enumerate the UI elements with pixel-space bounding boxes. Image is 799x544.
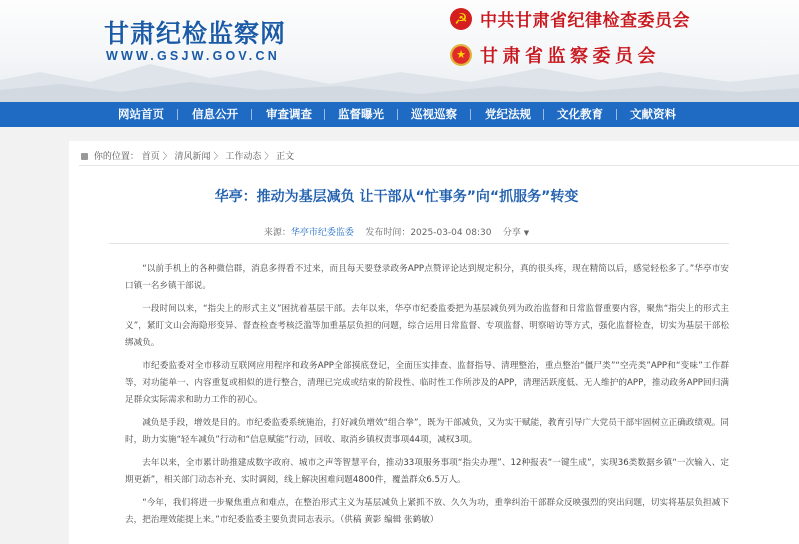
nav-item-regulations[interactable]: 党纪法规	[485, 107, 531, 121]
nav-item-home[interactable]: 网站首页	[118, 107, 164, 121]
source-label: 来源：	[263, 228, 291, 238]
share-button[interactable]	[503, 228, 529, 238]
date-label: 发布时间：	[365, 228, 411, 238]
article-paragraph: “以前手机上的各种微信群，消息多得看不过来，而且每天要登录政务APP点赞评论达到规定积分，真的很头疼，现在精简以后，感觉轻松多了。”华亭市安口镇一名乡镇干部说。	[125, 264, 729, 291]
nav-separator	[543, 109, 544, 120]
main-nav	[0, 102, 799, 127]
article-meta	[69, 225, 724, 238]
site-logo-title[interactable]: 甘肃纪检监察网	[104, 19, 287, 48]
nav-separator	[470, 109, 471, 120]
article-paragraph: 减负是手段，增效是目的。市纪委监委系统施治，打好减负增效“组合拳”，既为干部减负，又为实干赋能，教育引导广大党员干部牢固树立正确政绩观。同时，助力实施“轻车减负”行动和“信息赋能”行动，回收、取消乡镇权责事项44项，减权3项。	[125, 418, 729, 445]
breadcrumb-news[interactable]: 清风新闻	[174, 152, 211, 162]
nav-item-info[interactable]: 信息公开	[192, 107, 238, 121]
breadcrumb-divider	[79, 165, 799, 166]
article-body	[125, 261, 729, 535]
breadcrumb-current: 正文	[276, 152, 295, 162]
article-paragraph: 去年以来，全市累计助推建成数字政府、城市之声等智慧平台，推动33项服务事项“指尖办理”、12种报表“一键生成”，实现36类数据乡镇“一次输入、定期更新”，相关部门动态补充、实时调阅，线上解决困难问题4800件，覆盖群众6.5万人。	[125, 458, 729, 485]
nav-item-documents[interactable]: 文献资料	[630, 107, 676, 121]
article-paragraph: 一段时间以来，“指尖上的形式主义”困扰着基层干部。去年以来，华亭市纪委监委把为基层减负列为政治监督和日常监督重要内容，聚焦“指尖上的形式主义”，紧盯文山会海隐形变异、督查检查考核泛滥等加重基层负担的问题，综合运用日常监督、专项监督、明察暗访等方式，强化监督检查，切实为基层干部松绑减负。	[125, 304, 729, 348]
meta-divider	[109, 243, 729, 244]
breadcrumb-separator: 〉	[264, 152, 274, 162]
nav-separator	[251, 109, 252, 120]
article-title: 华亭：推动为基层减负 让干部从“忙事务”向“抓服务”转变	[214, 189, 579, 205]
chevron-down-icon: ▼	[523, 229, 530, 237]
org-row-state	[450, 42, 660, 68]
nav-item-culture[interactable]: 文化教育	[557, 107, 603, 121]
org-row-party	[450, 6, 690, 31]
article-card	[69, 141, 799, 544]
nav-separator	[616, 109, 617, 120]
nav-separator	[397, 109, 398, 120]
article-paragraph: “今年，我们将进一步聚焦重点和难点，在整治形式主义为基层减负上紧抓不放、久久为功，重拳纠治干部群众反映强烈的突出问题，切实将基层负担减下去，把治理效能提上来。”市纪委监委主要负责同志表示。（供稿 黄影 编辑 张鹤敏）	[125, 498, 729, 525]
national-emblem-icon	[450, 44, 472, 66]
article-source: 华亭市纪委监委	[290, 228, 354, 238]
nav-item-exposure[interactable]: 监督曝光	[338, 107, 384, 121]
article-paragraph: 市纪委监委对全市移动互联网应用程序和政务APP全部摸底登记，全面压实排查、监督指导、清理整治，重点整治“僵尸类”“空壳类”APP和“变味”工作群等，对功能单一、内容重复或相似的进行整合，清理已完成或结束的阶段性、临时性工作所涉及的APP，清理活跃度低、无人维护的APP，推动政务APP回归满足群众实际需求和助力工作的初心。	[125, 361, 729, 405]
breadcrumb-separator: 〉	[162, 152, 172, 162]
party-emblem-icon	[450, 8, 472, 30]
breadcrumb-prefix: 你的位置：	[93, 152, 139, 162]
nav-separator	[324, 109, 325, 120]
breadcrumb-home[interactable]: 首页	[141, 152, 160, 162]
article-date: 2025-03-04 08:30	[410, 228, 492, 238]
org-name-state: 甘肃省监察委员会	[480, 46, 660, 67]
breadcrumb-separator: 〉	[213, 152, 223, 162]
breadcrumb	[81, 149, 294, 162]
share-label: 分享	[502, 228, 521, 238]
breadcrumb-work-news[interactable]: 工作动态	[225, 152, 262, 162]
nav-item-inspection[interactable]: 巡视巡察	[411, 107, 457, 121]
nav-separator	[177, 109, 178, 120]
site-header	[0, 0, 799, 102]
nav-item-investigation[interactable]: 审查调查	[266, 107, 312, 121]
org-name-party: 中共甘肃省纪律检查委员会	[480, 11, 690, 31]
location-icon	[81, 153, 88, 160]
site-logo-url: WWW.GSJW.GOV.CN	[106, 49, 280, 63]
